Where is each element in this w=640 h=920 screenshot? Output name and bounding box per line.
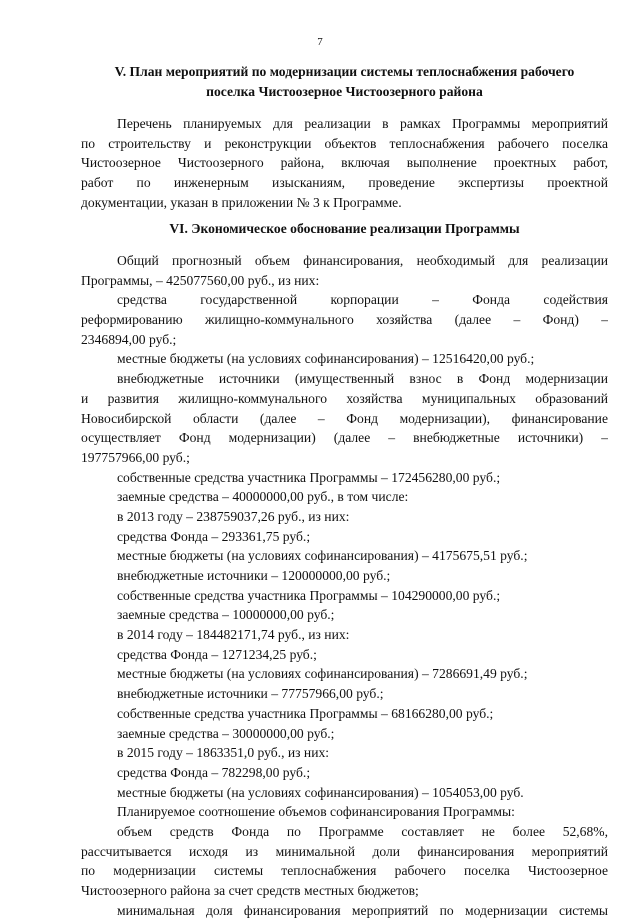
- text-line: минимальная доля финансирования мероприятий по модернизации системы: [117, 902, 608, 918]
- text-line: Перечень планируемых для реализации в рамках Программы мероприятий: [117, 116, 608, 131]
- text-line: местные бюджеты (на условиях софинансирования) – 7286691,49 руб.;: [117, 666, 528, 682]
- text-line: 2346894,00 руб.;: [81, 331, 177, 347]
- text-line: собственные средства участника Программы – 68166280,00 руб.;: [117, 705, 494, 721]
- text-line: Общий прогнозный объем финансирования, необходимый для реализации: [117, 253, 608, 268]
- section-6-title-line: VI. Экономическое обоснование реализации Программы: [169, 221, 520, 236]
- section-5-title-line: V. План мероприятий по модернизации системы теплоснабжения рабочего: [114, 64, 575, 79]
- text-line: Планируемое соотношение объемов софинансирования Программы:: [117, 804, 515, 820]
- text-line: документации, указан в приложении № 3 к Программе.: [81, 194, 402, 210]
- text-line: рассчитывается исходя из минимальной доли финансирования мероприятий: [81, 843, 608, 859]
- text-line: собственные средства участника Программы – 104290000,00 руб.;: [117, 587, 501, 603]
- text-line: реформированию жилищно-коммунального хозяйства (далее – Фонд) –: [81, 312, 608, 328]
- text-line: средства Фонда – 782298,00 руб.;: [117, 764, 311, 780]
- text-line: объем средств Фонда по Программе составляет не более 52,68%,: [117, 823, 608, 839]
- text-line: Программы, – 425077560,00 руб., из них:: [81, 272, 320, 288]
- text-line: в 2015 году – 1863351,0 руб., из них:: [117, 745, 330, 761]
- text-line: осуществляет Фонд модернизации) (далее – внебюджетные источники) –: [81, 430, 608, 446]
- section-5-title-line: поселка Чистоозерное Чистоозерного района: [206, 83, 483, 99]
- text-line: работ по инженерным изысканиям, проведение экспертизы проектной: [81, 175, 608, 191]
- text-line: Чистоозерного района за счет средств местных бюджетов;: [81, 883, 419, 898]
- text-line: 197757966,00 руб.;: [81, 449, 190, 465]
- text-line: по модернизации системы теплоснабжения рабочего поселка Чистоозерное: [81, 863, 608, 879]
- text-line: и развития жилищно-коммунального хозяйства муниципальных образований: [81, 390, 608, 406]
- text-line: средства Фонда – 1271234,25 руб.;: [117, 646, 317, 662]
- section-5-title: [81, 62, 608, 101]
- text-line: внебюджетные источники (имущественный взнос в Фонд модернизации: [117, 371, 608, 387]
- text-line: в 2013 году – 238759037,26 руб., из них:: [117, 508, 350, 524]
- text-line: местные бюджеты (на условиях софинансирования) – 4175675,51 руб.;: [117, 548, 528, 564]
- section-6-title: [81, 219, 608, 239]
- text-line: по строительству и реконструкции объектов теплоснабжения рабочего поселка: [81, 135, 608, 151]
- text-line: местные бюджеты (на условиях софинансирования) – 1054053,00 руб.: [117, 784, 524, 800]
- text-line: Новосибирской области (далее – Фонд модернизации), финансирование: [81, 410, 608, 426]
- text-line: внебюджетные источники – 77757966,00 руб.;: [117, 686, 384, 702]
- text-line: в 2014 году – 184482171,74 руб., из них:: [117, 627, 350, 643]
- text-line: собственные средства участника Программы – 172456280,00 руб.;: [117, 469, 501, 485]
- text-line: местные бюджеты (на условиях софинансирования) – 12516420,00 руб.;: [117, 351, 535, 367]
- text-line: средства государственной корпорации – Фонда содействия: [117, 292, 608, 308]
- text-line: заемные средства – 10000000,00 руб.;: [117, 607, 335, 623]
- text-line: средства Фонда – 293361,75 руб.;: [117, 528, 311, 544]
- text-line: Чистоозерное Чистоозерного района, включая выполнение проектных работ,: [81, 155, 608, 171]
- section-5-paragraph: [81, 114, 608, 212]
- section-6-body: [81, 251, 608, 920]
- page-number: 7: [317, 36, 323, 48]
- text-line: внебюджетные источники – 120000000,00 руб.;: [117, 568, 391, 583]
- text-line: заемные средства – 30000000,00 руб.;: [117, 725, 335, 741]
- text-line: заемные средства – 40000000,00 руб., в том числе:: [117, 489, 409, 505]
